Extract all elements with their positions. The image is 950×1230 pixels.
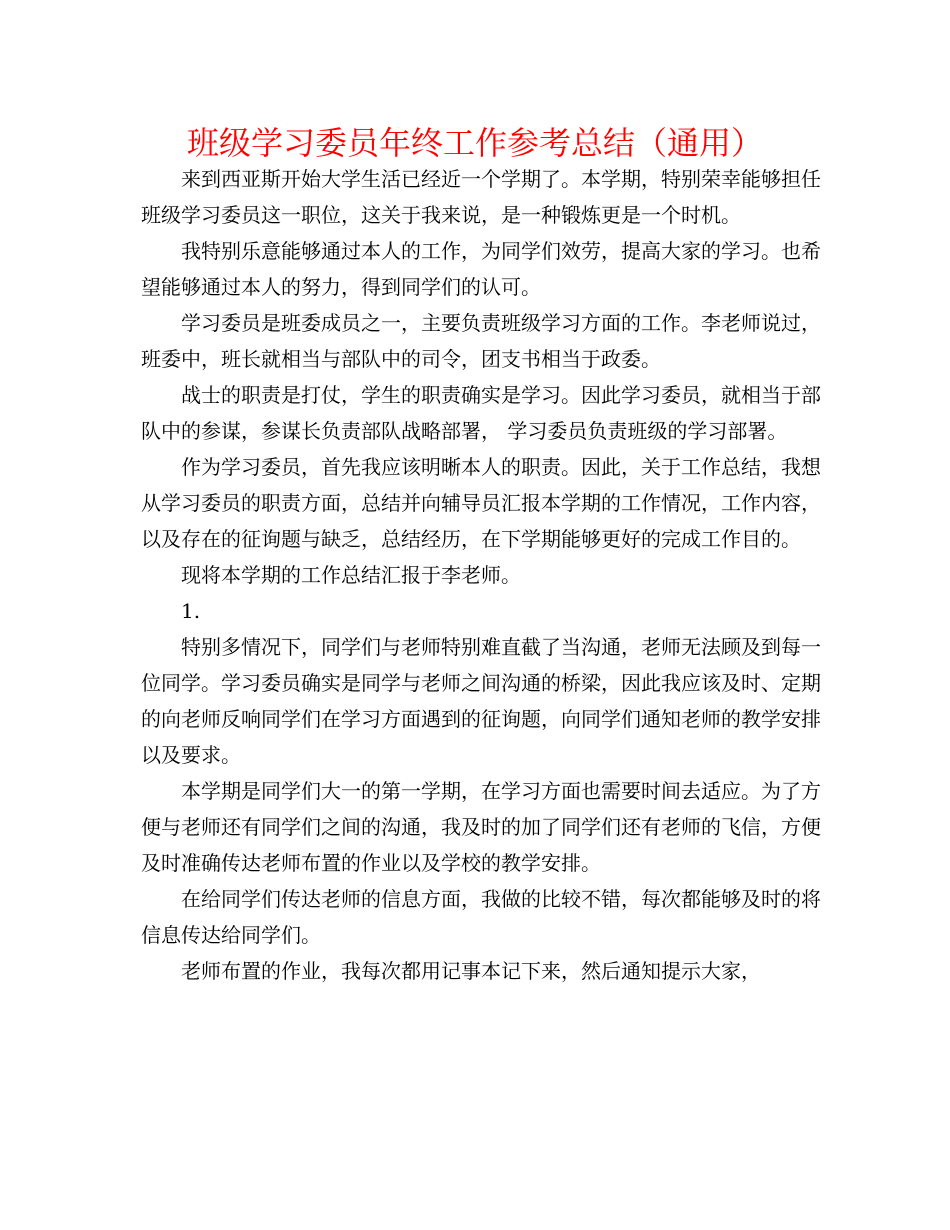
paragraph: 特别多情况下，同学们与老师特别难直截了当沟通，老师无法顾及到每一位同学。学习委员确实是同学与老师之间沟通的桥梁，因此我应该及时、定期的向老师反响同学们在学习方面遇到的征询题，向同学们通知老师的教学安排以及要求。 bbox=[141, 635, 821, 767]
paragraph: 老师布置的作业，我每次都用记事本记下来，然后通知提示大家， bbox=[181, 959, 761, 983]
paragraph: 本学期是同学们大一的第一学期，在学习方面也需要时间去适应。为了方便与老师还有同学们之间的沟通，我及时的加了同学们还有老师的飞信，方便及时准确传达老师布置的作业以及学校的教学安排。 bbox=[141, 779, 821, 875]
document-body bbox=[141, 161, 821, 989]
paragraph: 学习委员是班委成员之一，主要负责班级学习方面的工作。李老师说过，班委中，班长就相当与部队中的司令，团支书相当于政委。 bbox=[141, 311, 821, 371]
paragraph: 战士的职责是打仗，学生的职责确实是学习。因此学习委员，就相当于部队中的参谋，参谋长负责部队战略部署， 学习委员负责班级的学习部署。 bbox=[141, 383, 821, 443]
paragraph: 现将本学期的工作总结汇报于李老师。 bbox=[181, 563, 521, 587]
paragraph: 来到西亚斯开始大学生活已经近一个学期了。本学期，特别荣幸能够担任班级学习委员这一职位，这关于我来说，是一种锻炼更是一个时机。 bbox=[141, 167, 821, 227]
paragraph-number: 1. bbox=[181, 599, 201, 623]
paragraph: 作为学习委员，首先我应该明晰本人的职责。因此，关于工作总结，我想从学习委员的职责方面，总结并向辅导员汇报本学期的工作情况，工作内容，以及存在的征询题与缺乏，总结经历，在下学期能够更好的完成工作目的。 bbox=[141, 455, 821, 551]
paragraph: 我特别乐意能够通过本人的工作，为同学们效劳，提高大家的学习。也希望能够通过本人的努力，得到同学们的认可。 bbox=[141, 239, 821, 299]
paragraph: 在给同学们传达老师的信息方面，我做的比较不错，每次都能够及时的将信息传达给同学们。 bbox=[141, 887, 821, 947]
document-title: 班级学习委员年终工作参考总结（通用） bbox=[186, 124, 763, 162]
